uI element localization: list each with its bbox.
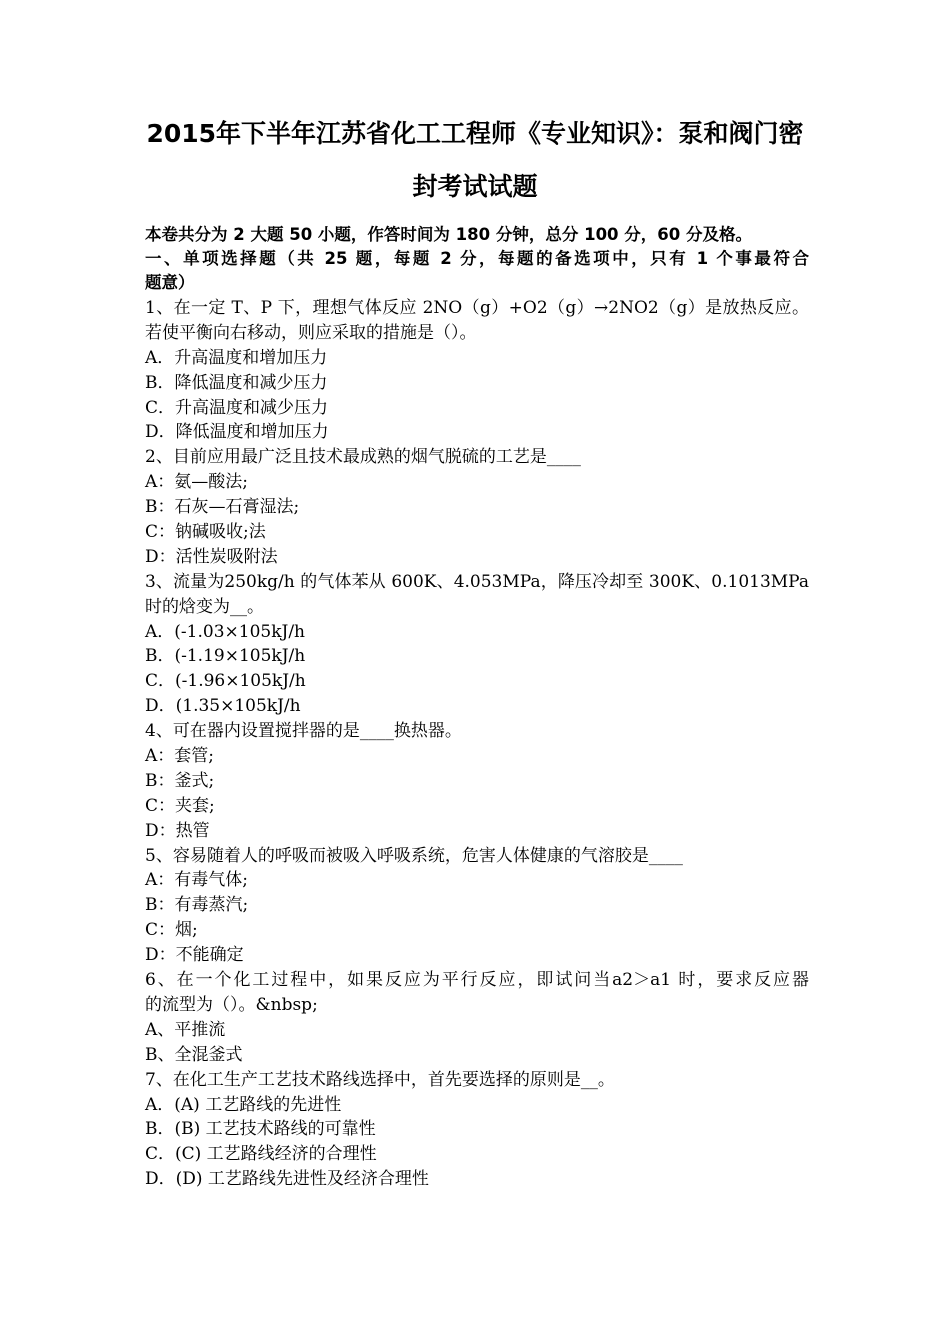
answer-option: B：釜式;: [145, 770, 215, 791]
question-2: [145, 445, 809, 569]
question-stem-line: 4、可在器内设置搅拌器的是____换热器。: [145, 721, 462, 742]
question-1: [145, 296, 809, 445]
section-heading: [145, 247, 809, 295]
answer-option: B、全混釜式: [145, 1044, 243, 1065]
section-heading-line-1: 一、单项选择题（共 25 题，每题 2 分，每题的备选项中，只有 1 个事最符合: [145, 249, 809, 268]
question-list: [145, 296, 809, 1192]
answer-option: A．升高温度和增加压力: [145, 347, 328, 368]
answer-option: C．(C) 工艺路线经济的合理性: [145, 1144, 377, 1165]
answer-option: A、平推流: [145, 1019, 226, 1040]
question-stem-line: 的流型为（）。&nbsp;: [145, 994, 318, 1015]
answer-option: D．降低温度和增加压力: [145, 422, 329, 443]
answer-option: B．降低温度和减少压力: [145, 372, 328, 393]
question-6: [145, 968, 809, 1068]
answer-option: A：有毒气体;: [145, 870, 249, 891]
question-4: [145, 719, 809, 843]
question-stem-line: 若使平衡向右移动，则应采取的措施是（）。: [145, 322, 477, 343]
answer-option: D．(1.35×105kJ/h: [145, 696, 301, 717]
answer-option: D：不能确定: [145, 945, 244, 966]
question-stem-line: 6、在一个化工过程中，如果反应为平行反应，即试问当a2＞a1 时，要求反应器: [145, 970, 809, 991]
exam-intro: 本卷共分为 2 大题 50 小题，作答时间为 180 分钟，总分 100 分，60 分及格。: [145, 225, 752, 244]
answer-option: B．(-1.19×105kJ/h: [145, 646, 306, 667]
answer-option: D：活性炭吸附法: [145, 546, 278, 567]
section-heading-line-2: 题意）: [145, 273, 195, 292]
question-3: [145, 570, 809, 719]
answer-option: C．升高温度和减少压力: [145, 397, 329, 418]
answer-option: D．(D) 工艺路线先进性及经济合理性: [145, 1169, 429, 1190]
answer-option: A．(A) 工艺路线的先进性: [145, 1094, 342, 1115]
answer-option: B：石灰—石膏湿法;: [145, 497, 300, 518]
question-stem-line: 2、目前应用最广泛且技术最成熟的烟气脱硫的工艺是____: [145, 447, 581, 468]
question-stem-line: 3、流量为250kg/h 的气体苯从 600K、4.053MPa，降压冷却至 300K、0.1013MPa: [145, 571, 809, 592]
answer-option: A：套管;: [145, 746, 215, 767]
answer-option: C：烟;: [145, 920, 198, 941]
answer-option: C．(-1.96×105kJ/h: [145, 671, 306, 692]
question-5: [145, 844, 809, 968]
answer-option: A．(-1.03×105kJ/h: [145, 621, 305, 642]
answer-option: C：夹套;: [145, 795, 215, 816]
answer-option: D：热管: [145, 820, 210, 841]
document-title-line-2: 封考试试题: [412, 172, 538, 201]
document-title-line-1: 2015年下半年江苏省化工工程师《专业知识》：泵和阀门密: [146, 119, 804, 148]
question-7: [145, 1068, 809, 1192]
question-stem-line: 1、在一定 T、P 下，理想气体反应 2NO（g）+O2（g）→2NO2（g）是放热反应。: [145, 298, 809, 318]
question-stem-line: 5、容易随着人的呼吸而被吸入呼吸系统，危害人体健康的气溶胶是____: [145, 845, 683, 866]
answer-option: C：钠碱吸收;法: [145, 522, 266, 543]
answer-option: B．(B) 工艺技术路线的可靠性: [145, 1119, 376, 1140]
answer-option: B：有毒蒸汽;: [145, 895, 249, 916]
question-stem-line: 7、在化工生产工艺技术路线选择中，首先要选择的原则是__。: [145, 1069, 615, 1090]
answer-option: A：氨—酸法;: [145, 472, 249, 493]
question-stem-line: 时的焓变为__。: [145, 596, 264, 617]
